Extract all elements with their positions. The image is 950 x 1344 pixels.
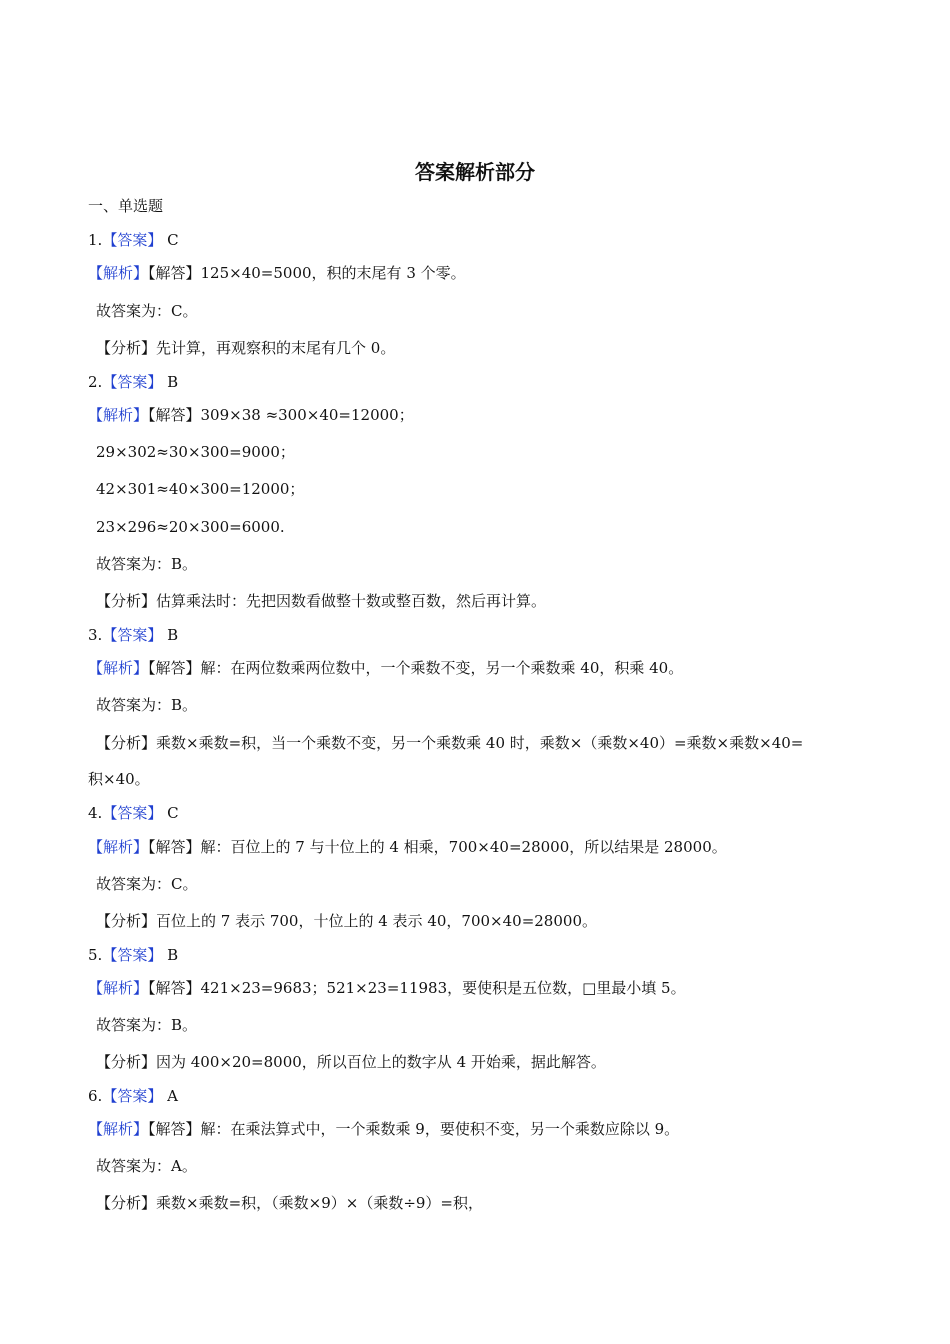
question-6-analysis: 【分析】乘数×乘数=积，（乘数×9）×（乘数÷9）=积，	[96, 1194, 483, 1212]
analysis-tag: 【解析】	[88, 264, 149, 282]
question-2-line-2: 29×302≈30×300=9000；	[96, 443, 295, 461]
question-1-answer	[88, 230, 179, 250]
question-2-explanation	[88, 405, 414, 425]
page-title: 答案解析部分	[415, 160, 535, 184]
analysis-tag: 【解析】	[88, 659, 149, 677]
analysis-tag: 【解析】	[88, 979, 149, 997]
question-2-conclusion: 故答案为：B。	[96, 555, 198, 573]
answer-tag: 【答案】	[102, 373, 163, 391]
answer-choice: B	[167, 373, 179, 391]
explanation-text: 【解答】421×23=9683；521×23=11983，要使积是五位数，□里最小填 5。	[148, 979, 686, 997]
question-6-answer	[88, 1086, 178, 1106]
question-5-answer	[88, 945, 178, 965]
answer-tag: 【答案】	[102, 804, 163, 822]
question-number: 2.	[88, 373, 103, 391]
question-4-analysis: 【分析】百位上的 7 表示 700，十位上的 4 表示 40，700×40=28000。	[96, 912, 597, 930]
question-5-explanation	[88, 978, 686, 998]
answer-tag: 【答案】	[102, 626, 163, 644]
answer-choice: C	[167, 804, 179, 822]
question-number: 5.	[88, 946, 103, 964]
question-1-analysis: 【分析】先计算，再观察积的末尾有几个 0。	[96, 339, 396, 357]
answer-choice: C	[167, 231, 179, 249]
question-6-explanation	[88, 1119, 679, 1139]
question-3-analysis-cont: 积×40。	[88, 770, 150, 788]
analysis-tag: 【解析】	[88, 1120, 149, 1138]
question-number: 6.	[88, 1087, 103, 1105]
question-3-answer	[88, 625, 178, 645]
explanation-text: 【解答】解：在两位数乘两位数中，一个乘数不变，另一个乘数乘 40，积乘 40。	[148, 659, 684, 677]
question-number: 4.	[88, 804, 103, 822]
question-4-answer	[88, 803, 179, 823]
question-3-explanation	[88, 658, 683, 678]
explanation-text: 【解答】125×40=5000，积的末尾有 3 个零。	[148, 264, 466, 282]
explanation-text: 【解答】解：在乘法算式中，一个乘数乘 9，要使积不变，另一个乘数应除以 9。	[148, 1120, 680, 1138]
answer-tag: 【答案】	[102, 231, 163, 249]
analysis-tag: 【解析】	[88, 406, 149, 424]
question-1-conclusion: 故答案为：C。	[96, 302, 198, 320]
answer-tag: 【答案】	[102, 1087, 163, 1105]
question-1-explanation	[88, 263, 466, 283]
analysis-tag: 【解析】	[88, 838, 149, 856]
answer-choice: B	[167, 626, 179, 644]
explanation-text: 【解答】解：百位上的 7 与十位上的 4 相乘，700×40=28000，所以结果是 28000。	[148, 838, 727, 856]
explanation-text: 【解答】309×38 ≈300×40=12000；	[148, 406, 414, 424]
answer-tag: 【答案】	[102, 946, 163, 964]
question-2-line-4: 23×296≈20×300=6000.	[96, 518, 285, 536]
question-number: 1.	[88, 231, 103, 249]
question-number: 3.	[88, 626, 103, 644]
question-2-answer	[88, 372, 178, 392]
question-3-conclusion: 故答案为：B。	[96, 696, 198, 714]
question-2-line-3: 42×301≈40×300=12000；	[96, 480, 305, 498]
question-3-analysis: 【分析】乘数×乘数=积，当一个乘数不变，另一个乘数乘 40 时，乘数×（乘数×40）=乘数×乘数×40=	[96, 734, 804, 752]
question-5-analysis: 【分析】因为 400×20=8000，所以百位上的数字从 4 开始乘，据此解答。	[96, 1053, 606, 1071]
question-2-analysis: 【分析】估算乘法时：先把因数看做整十数或整百数，然后再计算。	[96, 592, 547, 610]
answer-choice: A	[167, 1087, 178, 1105]
question-4-conclusion: 故答案为：C。	[96, 875, 198, 893]
question-5-conclusion: 故答案为：B。	[96, 1016, 198, 1034]
question-4-explanation	[88, 837, 727, 857]
answer-choice: B	[167, 946, 179, 964]
question-6-conclusion: 故答案为：A。	[96, 1157, 197, 1175]
section-heading: 一、单选题	[88, 197, 164, 215]
